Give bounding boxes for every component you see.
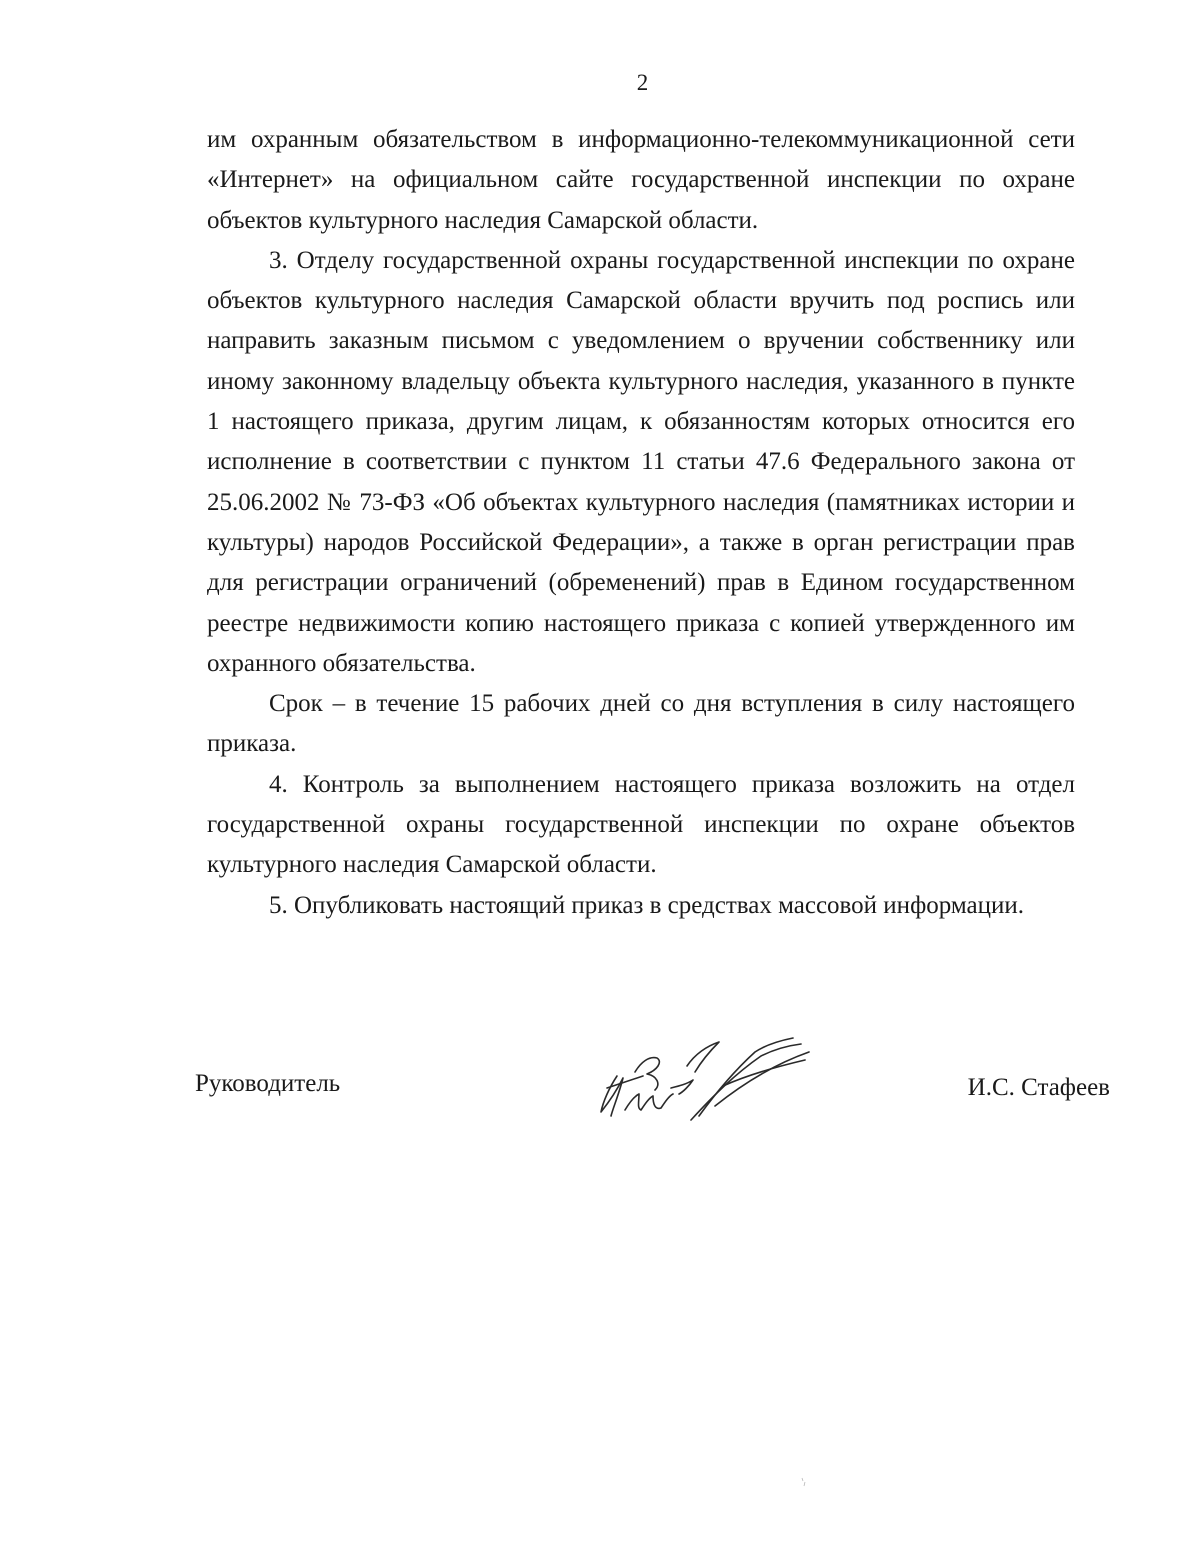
paragraph-item-3: 3. Отделу государственной охраны государственной инспекции по охране объектов культурного наследия Самарской области вручить под роспись или направить заказным письмом с уведомлением о вручении собственнику или иному законному владельцу объекта культурного наследия, указанного в пункте 1 настоящего приказа, другим лицам, к обязанностям которых относится его исполнение в соответствии с пунктом 11 статьи 47.6 Федерального закона от 25.06.2002 № 73-ФЗ «Об объектах культурного наследия (памятниках истории и культуры) народов Российской Федерации», а также в орган регистрации прав для регистрации ограничений (обременений) прав в Едином государственном реестре недвижимости копию настоящего приказа с копией утвержденного им охранного обязательства. [207, 246, 1075, 677]
scan-speck-icon [801, 1477, 807, 1487]
signatory-title: Руководитель [195, 1070, 341, 1097]
document-body [207, 120, 1075, 926]
page-number: 2 [636, 70, 649, 95]
paragraph-item-4: 4. Контроль за выполнением настоящего приказа возложить на отдел государственной охраны государственной инспекции по охране объектов культурного наследия Самарской области. [207, 770, 1075, 879]
signatory-name: И.С. Стафеев [967, 1074, 1110, 1101]
handwritten-signature-icon [595, 1036, 820, 1124]
signature-block [195, 1036, 1110, 1126]
paragraph-deadline: Срок – в течение 15 рабочих дней со дня вступления в силу настоящего приказа. [207, 690, 1075, 758]
paragraph-item-5: 5. Опубликовать настоящий приказ в средствах массовой информации. [269, 891, 1025, 919]
paragraph-continuation: им охранным обязательством в информационно-телекоммуникационной сети «Интернет» на официальном сайте государственной инспекции по охране объектов культурного наследия Самарской области. [207, 126, 1075, 234]
